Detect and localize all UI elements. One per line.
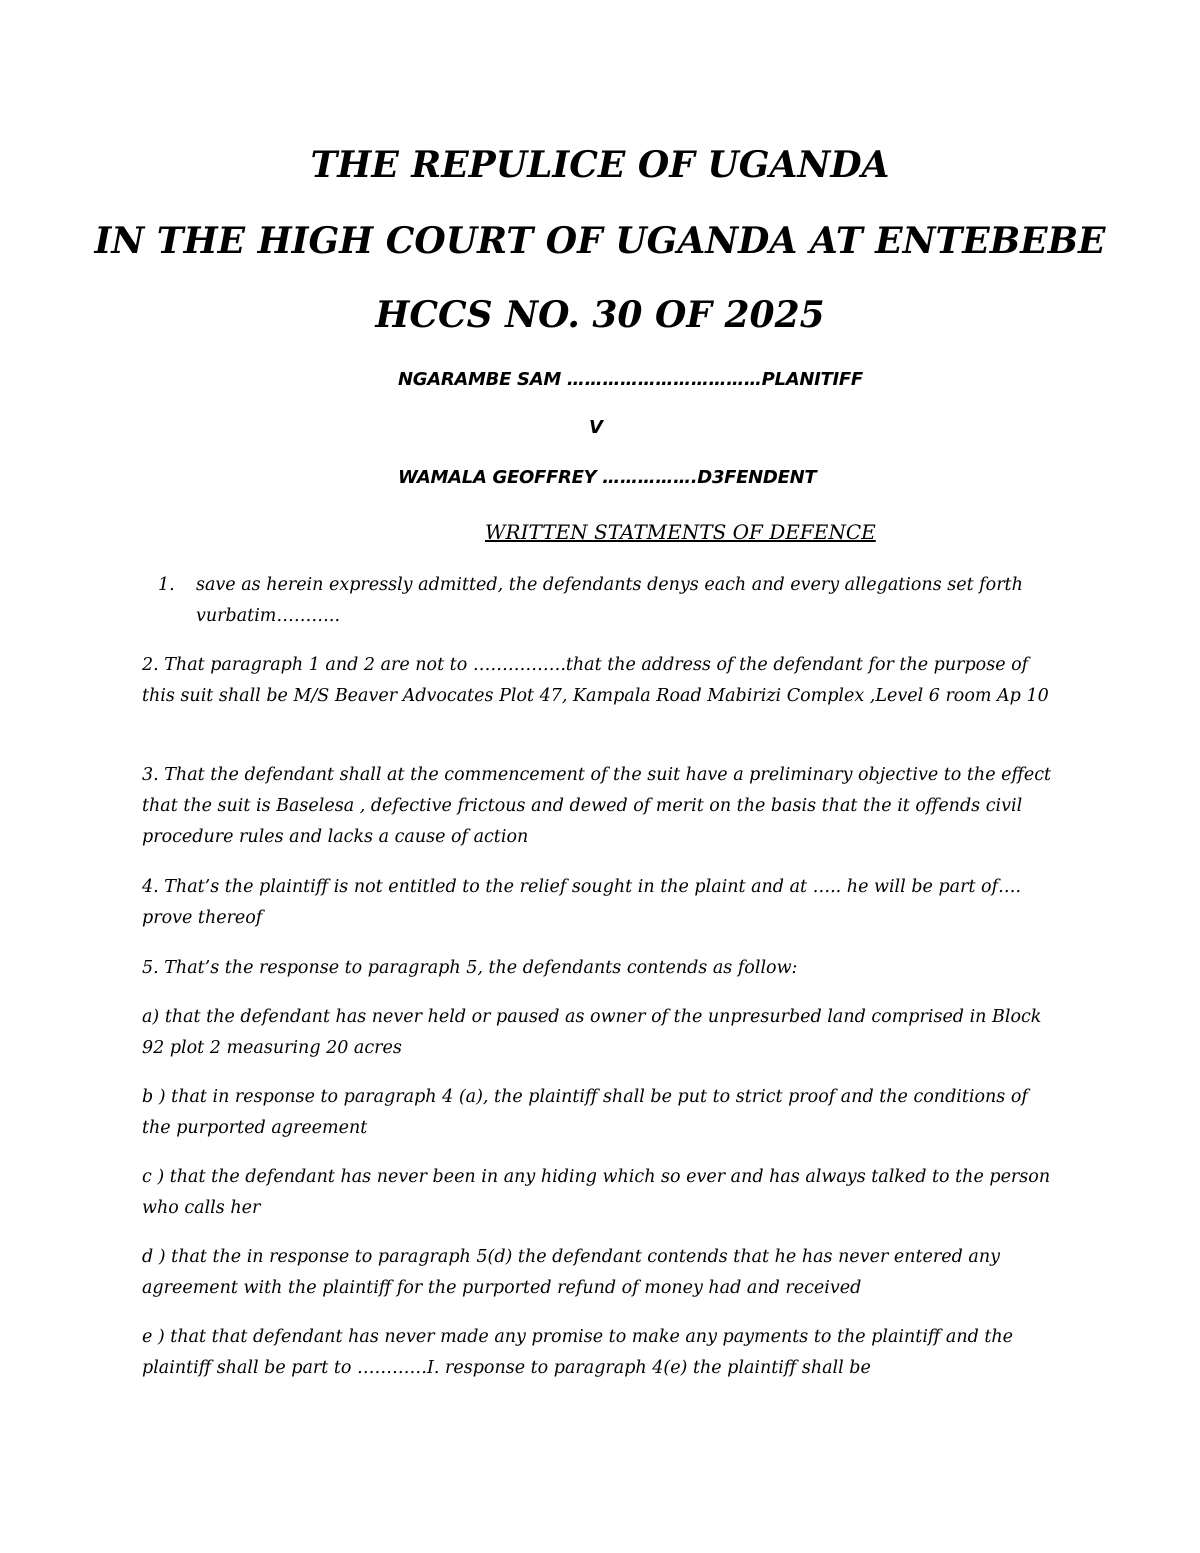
title-court: IN THE HIGH COURT OF UGANDA AT ENTEBEBE <box>94 220 1106 262</box>
paragraph-1: save as herein expressly admitted, the defendants denys each and every allegations set forth vurbatim……….. <box>196 575 1023 626</box>
title-case-number: HCCS NO. 30 OF 2025 <box>375 294 825 336</box>
versus-label: V <box>589 417 603 438</box>
paragraph-2: 2. That paragraph 1 and 2 are not to …………….that the address of the defendant for the purpose of this suit shall be M/S Beaver Advocates Plot 47, Kampala Road Mabirizi Complex ,Level 6 room Ap 10 <box>142 655 1049 706</box>
title-republic: THE REPULICE OF UGANDA <box>310 144 890 186</box>
paragraph-5d: d ) that the in response to paragraph 5(d) the defendant contends that he has never entered any agreement with the plaintiff for the purported refund of money had and received <box>142 1247 1000 1298</box>
paragraph-5a: a) that the defendant has never held or paused as owner of the unpresurbed land comprised in Block 92 plot 2 measuring 20 acres <box>142 1007 1042 1058</box>
defendant-line: WAMALA GEOFFREY …………….D3FENDENT <box>398 467 817 488</box>
paragraph-3: 3. That the defendant shall at the commencement of the suit have a preliminary objective to the effect that the suit is Baselesa , defective frictous and dewed of merit on the basis that the it offends civil procedure rules and lacks a cause of action <box>142 765 1052 847</box>
paragraph-5: 5. That’s the response to paragraph 5, the defendants contends as follow: <box>142 958 798 978</box>
paragraph-5e: e ) that that defendant has never made any promise to make any payments to the plaintiff and the plaintiff shall be part to …………I. response to paragraph 4(e) the plaintiff shall be <box>142 1327 1014 1378</box>
document-heading: WRITTEN STATMENTS OF DEFENCE <box>485 520 876 544</box>
plaintiff-line: NGARAMBE SAM ……………………………PLANITIFF <box>398 369 863 390</box>
paragraph-5b: b ) that in response to paragraph 4 (a), the plaintiff shall be put to strict proof and the conditions of the purported agreement <box>142 1087 1028 1138</box>
paragraph-4: 4. That’s the plaintiff is not entitled to the relief sought in the plaint and at ….. he will be part of…. prove thereof <box>142 877 1022 928</box>
paragraph-5c: c ) that the defendant has never been in any hiding which so ever and has always talked to the person who calls her <box>142 1167 1051 1218</box>
paragraph-1-number: 1. <box>158 575 175 595</box>
